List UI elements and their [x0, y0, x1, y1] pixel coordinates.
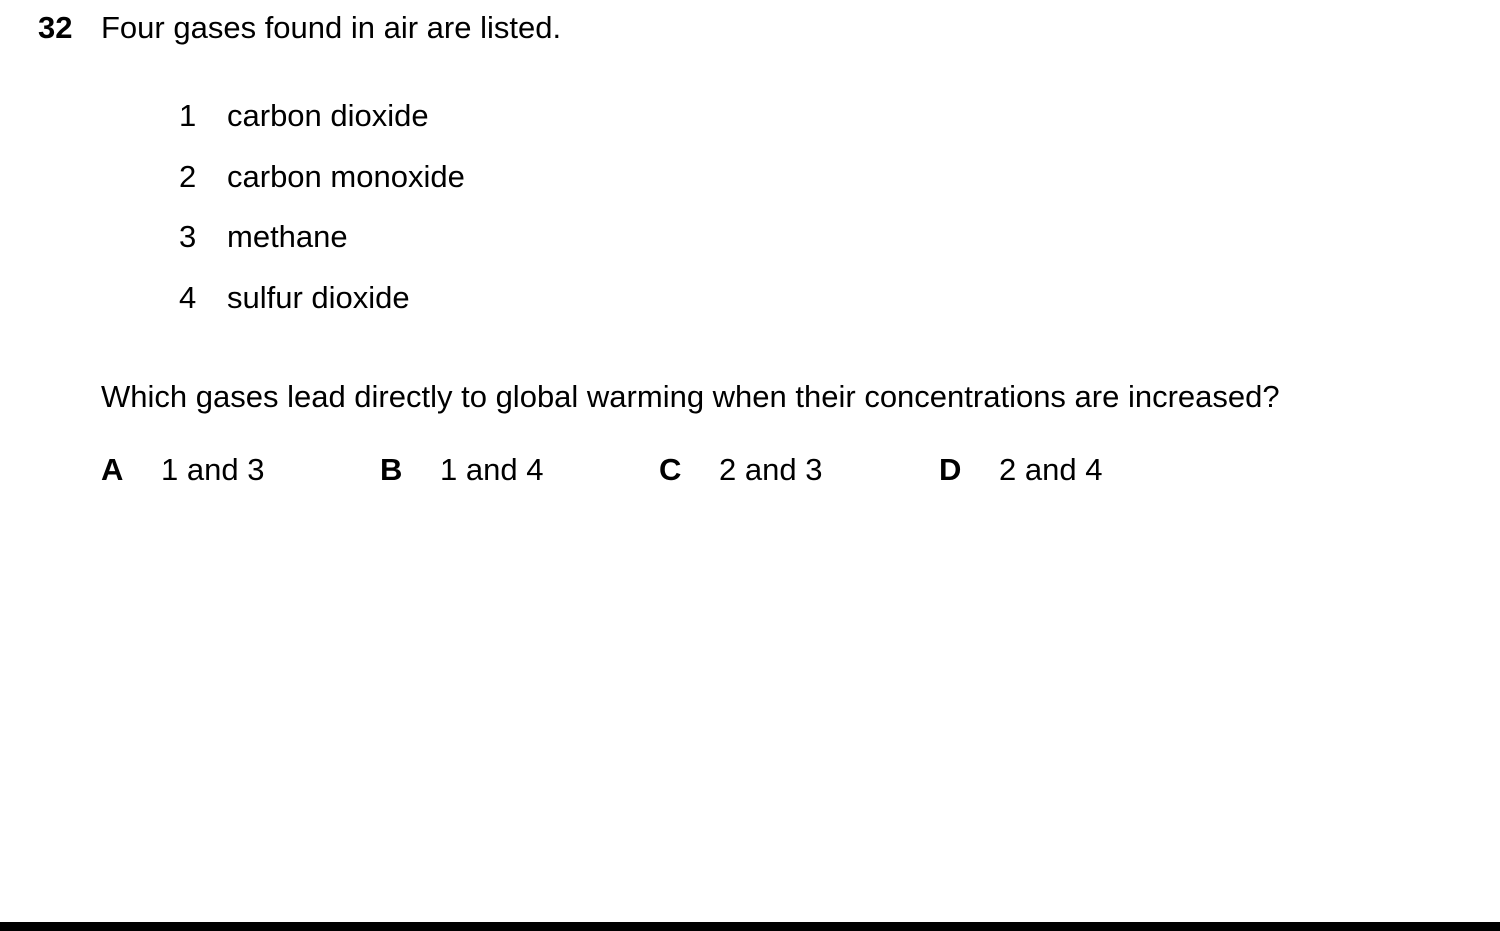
- gas-number: 3: [179, 219, 197, 254]
- option-letter: C: [659, 452, 682, 487]
- gas-number: 4: [179, 279, 197, 315]
- gas-name: carbon monoxide: [227, 158, 465, 194]
- list-item: [179, 96, 465, 157]
- gas-number: 2: [179, 158, 197, 194]
- option-d[interactable]: [939, 450, 1102, 490]
- gas-name: carbon dioxide: [227, 98, 429, 133]
- gas-list: [179, 96, 465, 338]
- question-intro: Four gases found in air are listed.: [101, 10, 562, 45]
- option-b[interactable]: [380, 450, 543, 490]
- answer-options: [101, 450, 1301, 490]
- question-number: 32: [38, 10, 73, 45]
- list-item: [179, 278, 465, 339]
- gas-name: methane: [227, 219, 348, 254]
- option-c[interactable]: [659, 450, 822, 490]
- gas-name: sulfur dioxide: [227, 279, 410, 315]
- option-letter: B: [380, 452, 403, 487]
- gas-number: 1: [179, 98, 197, 133]
- list-item: [179, 157, 465, 218]
- list-item: [179, 217, 465, 278]
- option-text: 2 and 3: [719, 452, 823, 487]
- option-letter: D: [939, 452, 962, 487]
- footer-divider: [0, 922, 1500, 931]
- option-a[interactable]: [101, 450, 264, 490]
- option-text: 1 and 4: [440, 452, 544, 487]
- option-text: 1 and 3: [161, 452, 265, 487]
- option-text: 2 and 4: [999, 452, 1103, 487]
- option-letter: A: [101, 452, 124, 487]
- question-prompt: Which gases lead directly to global warming when their concentrations are increased?: [101, 379, 1280, 414]
